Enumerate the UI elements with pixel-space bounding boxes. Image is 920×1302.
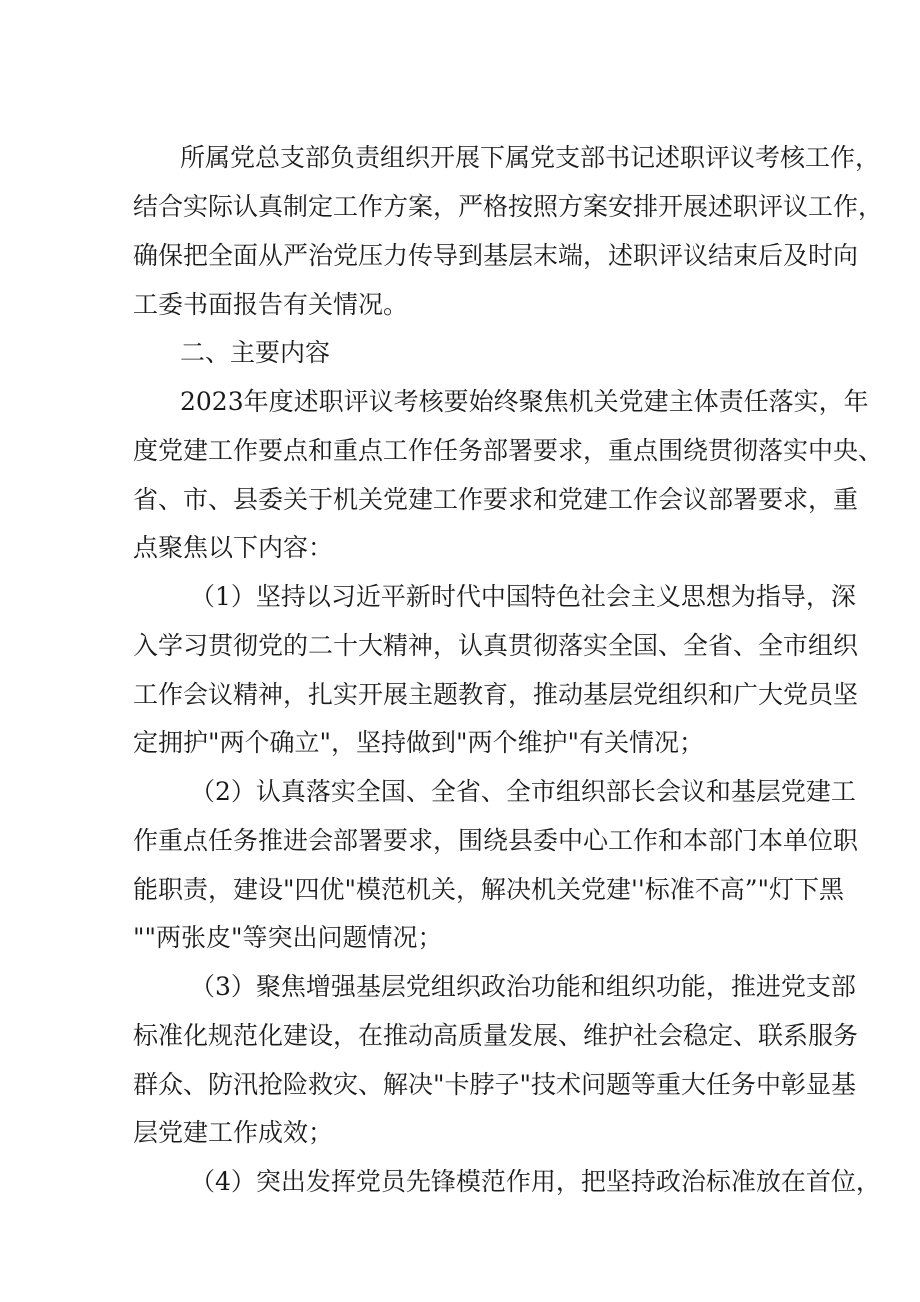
paragraph-line-2: 结合实际认真制定工作方案，严格按照方案安排开展述职评议工作， (133, 192, 884, 221)
paragraph-line-6: 度党建工作要点和重点工作任务部署要求，重点围绕贯彻落实中央、 (133, 436, 884, 465)
list-item-2-line-3: 能职责，建设"四优"模范机关，解决机关党建''标准不高”"灯下黑 (133, 875, 845, 904)
paragraph-line-7: 省、市、县委关于机关党建工作要求和党建工作会议部署要求，重 (133, 485, 859, 514)
list-item-1-line-4: 定拥护"两个确立"，坚持做到"两个维护"有关情况； (133, 728, 704, 757)
list-item-3-line-4: 层党建工作成效； (133, 1118, 334, 1147)
paragraph-line-1: 所属党总支部负责组织开展下属党支部书记述职评议考核工作， (180, 143, 881, 172)
list-item-3-line-2: 标准化规范化建设，在推动高质量发展、维护社会稳定、联系服务 (133, 1021, 859, 1050)
paragraph-line-8: 点聚焦以下内容： (133, 533, 334, 562)
list-item-1-line-1: （1）坚持以习近平新时代中国特色社会主义思想为指导，深 (190, 582, 856, 611)
list-item-2-line-4: ""两张皮"等突出问题情况； (133, 923, 443, 952)
paragraph-line-4: 工委书面报告有关情况。 (133, 290, 409, 319)
list-item-4-line-1: （4）突出发挥党员先锋模范作用，把坚持政治标准放在首位， (190, 1167, 881, 1196)
paragraph-line-5: 2023年度述职评议考核要始终聚焦机关党建主体责任落实，年 (180, 387, 869, 416)
list-item-2-line-2: 作重点任务推进会部署要求，围绕县委中心工作和本部门本单位职 (133, 826, 859, 855)
paragraph-line-3: 确保把全面从严治党压力传导到基层末端，述职评议结束后及时向 (133, 241, 859, 270)
list-item-3-line-3: 群众、防汛抢险救灾、解决"卡脖子"技术问题等重大任务中彰显基 (133, 1070, 857, 1099)
list-item-3-line-1: （3）聚焦增强基层党组织政治功能和组织功能，推进党支部 (190, 972, 856, 1001)
list-item-2-line-1: （2）认真落实全国、全省、全市组织部长会议和基层党建工 (190, 777, 856, 806)
list-item-1-line-3: 工作会议精神，扎实开展主题教育，推动基层党组织和广大党员坚 (133, 680, 859, 709)
section-heading: 二、主要内容 (180, 338, 331, 367)
list-item-1-line-2: 入学习贯彻党的二十大精神，认真贯彻落实全国、全省、全市组织 (133, 631, 859, 660)
